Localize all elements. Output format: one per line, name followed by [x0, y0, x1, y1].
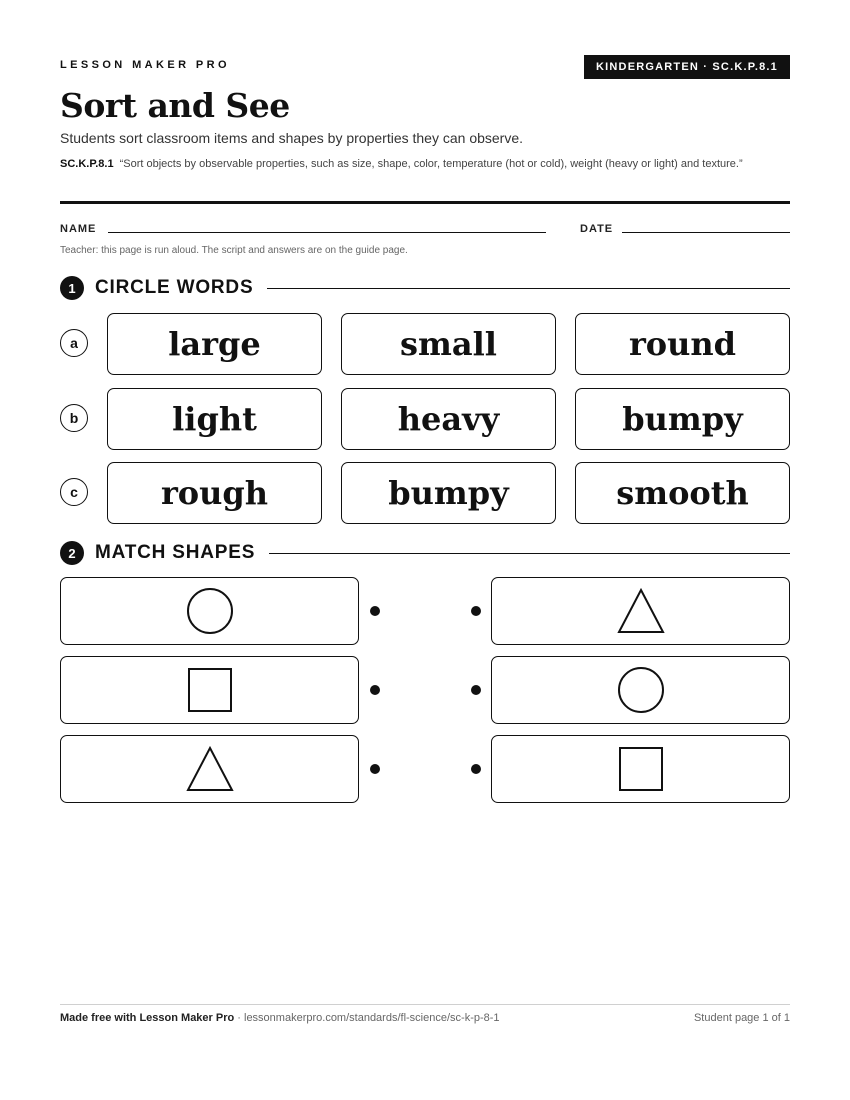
triangle-icon [616, 586, 666, 636]
name-field-line[interactable] [108, 232, 546, 233]
left-shape-box[interactable] [60, 735, 359, 803]
word-option[interactable]: bumpy [341, 462, 556, 524]
standard-description [60, 156, 790, 173]
section-divider [269, 553, 790, 554]
standard-code: SC.K.P.8.1 [60, 158, 114, 170]
header-divider [60, 201, 790, 204]
word-option[interactable]: rough [107, 462, 322, 524]
right-shape-box[interactable] [491, 577, 790, 645]
match-dot[interactable] [471, 606, 481, 616]
circle-icon [616, 665, 666, 715]
match-dot[interactable] [370, 764, 380, 774]
right-shape-box[interactable] [491, 735, 790, 803]
word-option[interactable]: large [107, 313, 322, 375]
page-subtitle: Students sort classroom items and shapes by properties they can observe. [60, 130, 524, 146]
right-shape-box[interactable] [491, 656, 790, 724]
page-title: Sort and See [60, 86, 290, 125]
word-option[interactable]: smooth [575, 462, 790, 524]
section-match-shapes-heading [60, 541, 790, 565]
name-label: NAME [60, 223, 97, 235]
match-dot[interactable] [471, 764, 481, 774]
word-option[interactable]: bumpy [575, 388, 790, 450]
section-number-badge: 2 [60, 541, 84, 565]
word-option[interactable]: heavy [341, 388, 556, 450]
date-field-line[interactable] [622, 232, 790, 233]
match-dot[interactable] [370, 606, 380, 616]
match-dot[interactable] [471, 685, 481, 695]
left-shape-box[interactable] [60, 577, 359, 645]
word-option[interactable]: round [575, 313, 790, 375]
brand-name: LESSON MAKER PRO [60, 59, 230, 71]
grade-badge: KINDERGARTEN · SC.K.P.8.1 [584, 55, 790, 79]
row-letter-a: a [60, 329, 88, 357]
triangle-icon [185, 744, 235, 794]
word-option[interactable]: light [107, 388, 322, 450]
square-icon [185, 665, 235, 715]
section-title: CIRCLE WORDS [95, 277, 254, 298]
section-number-badge: 1 [60, 276, 84, 300]
footer-made-with: Made free with Lesson Maker Pro [60, 1012, 235, 1024]
square-icon [616, 744, 666, 794]
circle-icon [185, 586, 235, 636]
section-divider [267, 288, 790, 289]
section-circle-words-heading [60, 276, 790, 300]
footer-divider [60, 1004, 790, 1005]
footer-credit [60, 1012, 500, 1024]
footer-page-number: Student page 1 of 1 [693, 1012, 790, 1024]
section-title: MATCH SHAPES [95, 542, 256, 563]
date-label: DATE [580, 223, 614, 235]
left-shape-box[interactable] [60, 656, 359, 724]
footer-url[interactable]: lessonmakerpro.com/standards/fl-science/sc-k-p-8-1 [244, 1012, 500, 1024]
match-dot[interactable] [370, 685, 380, 695]
row-letter-b: b [60, 404, 88, 432]
standard-text: “Sort objects by observable properties, such as size, shape, color, temperature (hot or cold), weight (heavy or light) and texture.” [119, 158, 743, 170]
teacher-note: Teacher: this page is run aloud. The script and answers are on the guide page. [60, 245, 408, 256]
word-option[interactable]: small [341, 313, 556, 375]
row-letter-c: c [60, 478, 88, 506]
footer-separator: · [234, 1012, 244, 1024]
